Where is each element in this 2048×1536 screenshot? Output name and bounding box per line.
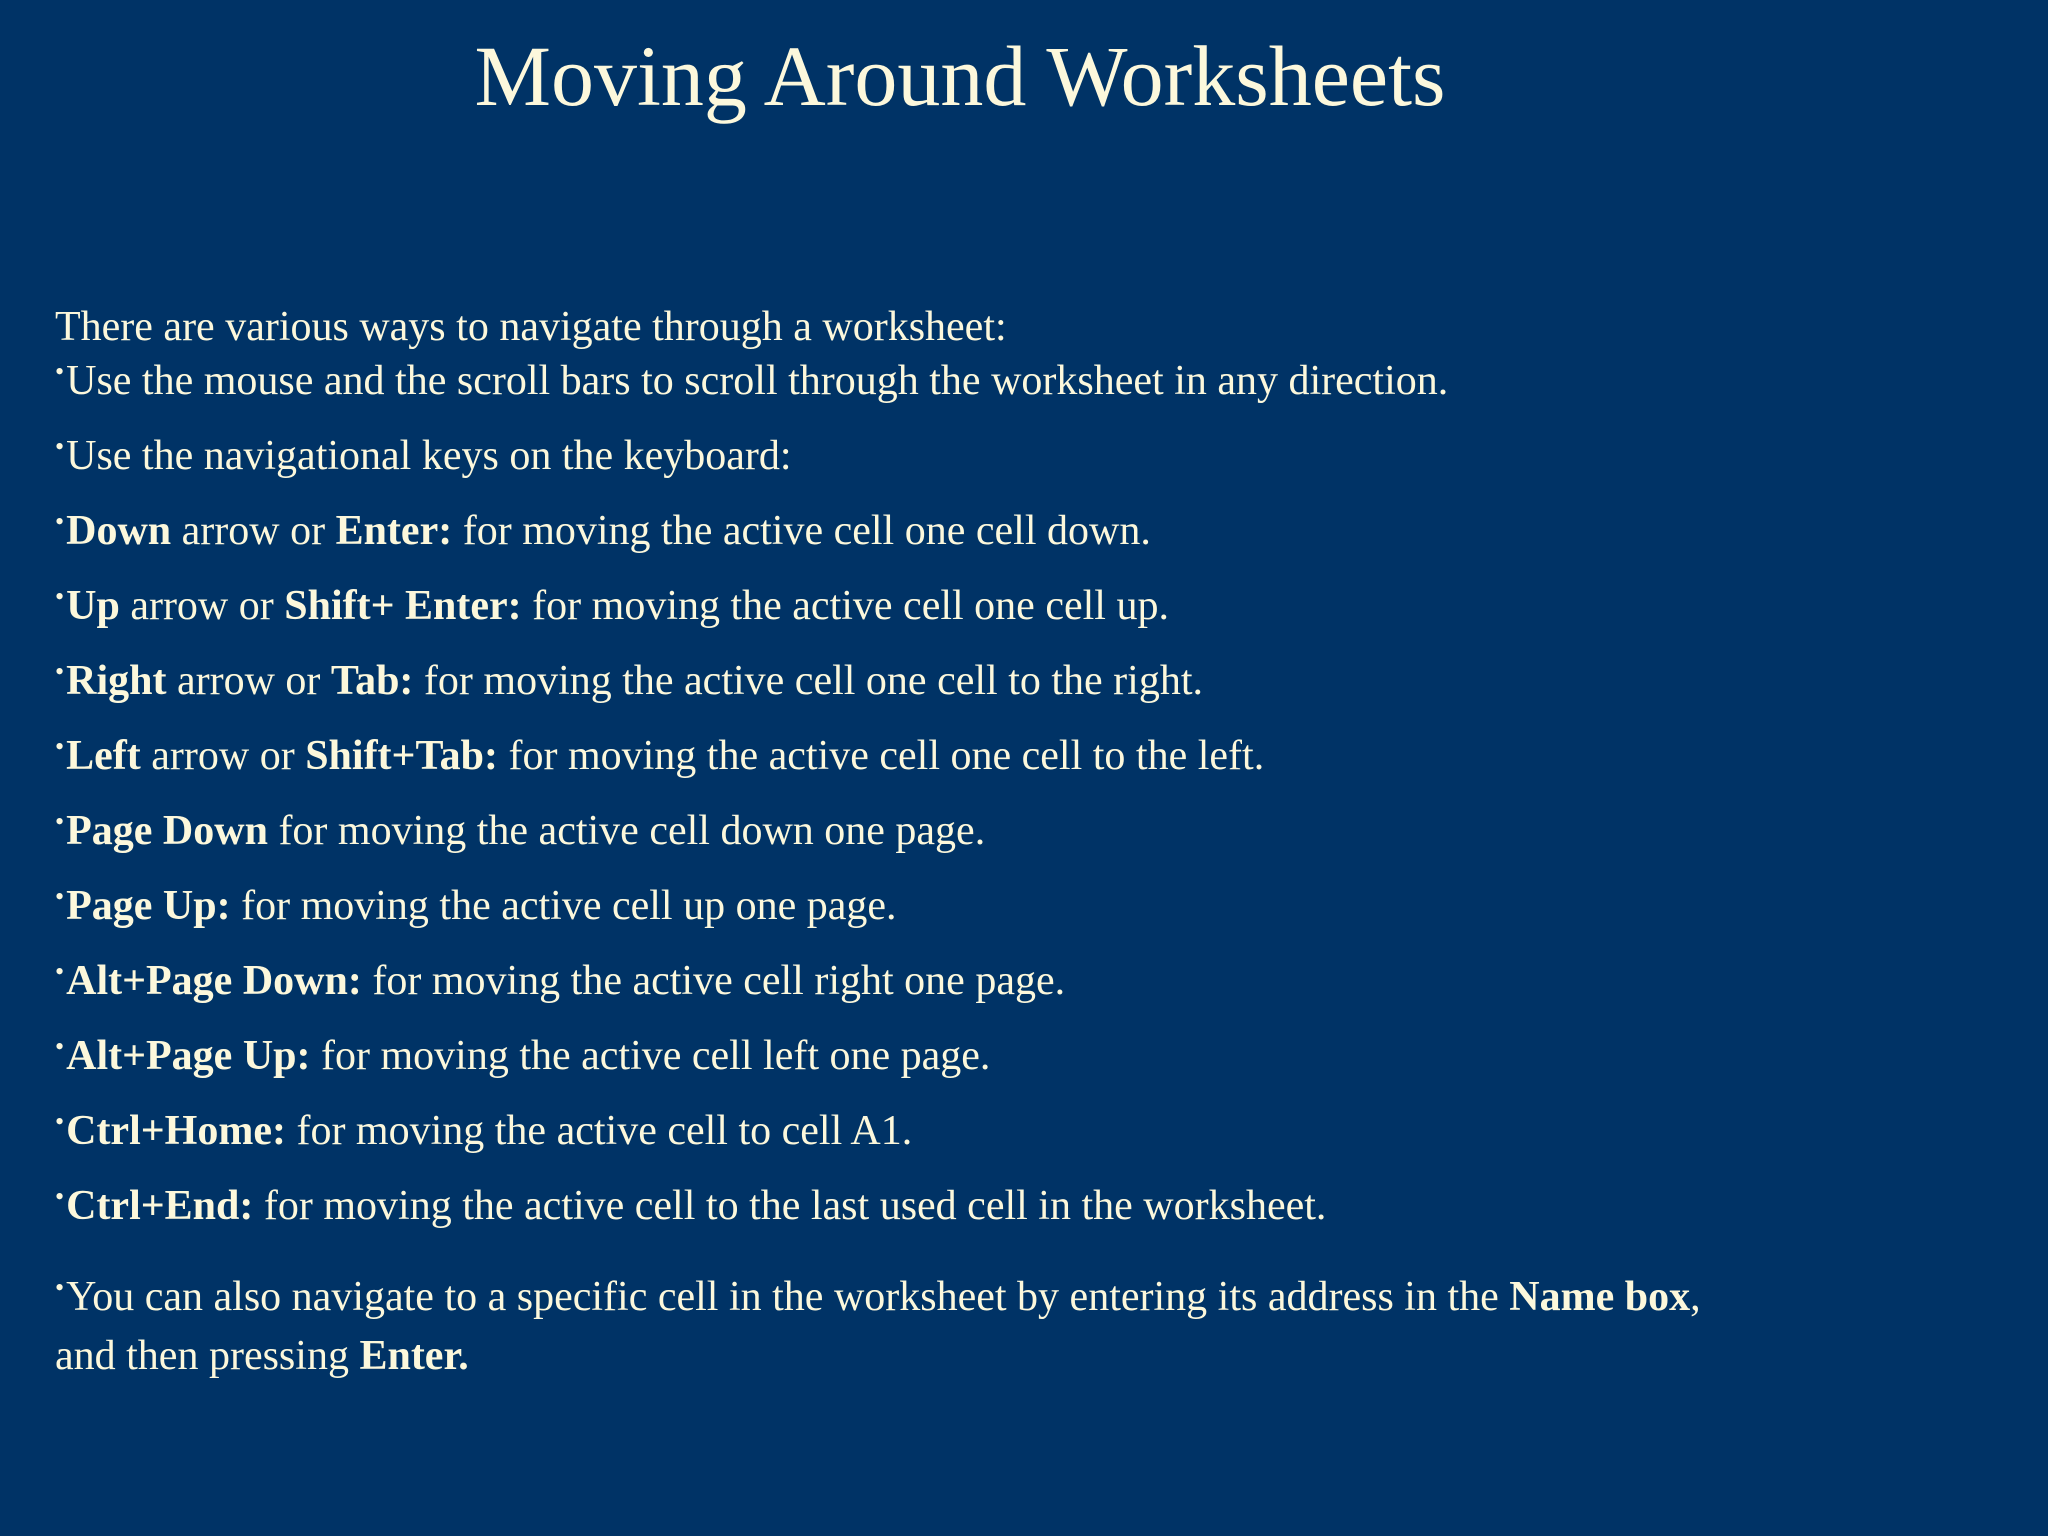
shortcut-key: Page Up: bbox=[66, 883, 231, 929]
bullet-icon: • bbox=[55, 432, 65, 461]
bullet-keys-intro-text: Use the navigational keys on the keyboard: bbox=[66, 433, 792, 479]
bullet-keys-intro bbox=[55, 429, 1995, 488]
shortcut-item bbox=[55, 579, 1995, 638]
shortcut-item bbox=[55, 804, 1995, 863]
shortcut-key-alt: Shift+ Enter: bbox=[284, 583, 522, 629]
bullet-icon: • bbox=[55, 957, 65, 986]
shortcut-desc: for moving the active cell up one page. bbox=[230, 883, 897, 929]
shortcut-connector: arrow or bbox=[119, 583, 285, 629]
shortcut-connector: arrow or bbox=[166, 658, 331, 704]
bullet-mouse bbox=[55, 354, 1995, 413]
shortcut-key: Left bbox=[66, 733, 141, 779]
shortcut-desc: for moving the active cell to the last used cell in the worksheet. bbox=[253, 1183, 1327, 1229]
shortcut-item bbox=[55, 654, 1995, 713]
shortcut-desc: for moving the active cell left one page. bbox=[310, 1033, 991, 1079]
shortcut-desc: for moving the active cell right one page. bbox=[361, 958, 1066, 1004]
namebox-enter: Enter. bbox=[359, 1333, 469, 1379]
shortcut-key: Down bbox=[66, 508, 172, 554]
shortcut-item bbox=[55, 1179, 1995, 1238]
bullet-icon: • bbox=[55, 507, 65, 536]
namebox-comma: , bbox=[1690, 1274, 1701, 1320]
bullet-icon: • bbox=[55, 1273, 65, 1302]
shortcut-key-alt: Shift+Tab: bbox=[305, 733, 498, 779]
shortcut-key: Up bbox=[66, 583, 120, 629]
slide-title: Moving Around Worksheets bbox=[474, 28, 1446, 124]
shortcut-key-alt: Tab: bbox=[330, 658, 414, 704]
shortcut-key: Ctrl+Home: bbox=[66, 1108, 286, 1154]
shortcut-connector: arrow or bbox=[171, 508, 336, 554]
shortcut-desc: for moving the active cell one cell to the right. bbox=[413, 658, 1203, 704]
bullet-icon: • bbox=[55, 357, 65, 386]
shortcut-desc: for moving the active cell one cell to the left. bbox=[497, 733, 1265, 779]
shortcut-key: Right bbox=[66, 658, 167, 704]
namebox-text-cont: and then pressing bbox=[55, 1333, 360, 1379]
namebox-term: Name box bbox=[1509, 1274, 1691, 1320]
bullet-namebox bbox=[55, 1270, 1995, 1383]
shortcut-item bbox=[55, 504, 1995, 563]
shortcut-desc: for moving the active cell down one page. bbox=[267, 808, 986, 854]
shortcut-item bbox=[55, 1104, 1995, 1163]
bullet-icon: • bbox=[55, 1182, 65, 1211]
shortcut-item bbox=[55, 879, 1995, 938]
shortcut-key: Alt+Page Down: bbox=[66, 958, 362, 1004]
bullet-icon: • bbox=[55, 582, 65, 611]
bullet-icon: • bbox=[55, 807, 65, 836]
shortcut-connector: arrow or bbox=[140, 733, 306, 779]
bullet-icon: • bbox=[55, 732, 65, 761]
shortcut-desc: for moving the active cell one cell down. bbox=[452, 508, 1151, 554]
shortcut-item bbox=[55, 1029, 1995, 1088]
shortcut-key: Ctrl+End: bbox=[66, 1183, 254, 1229]
bullet-icon: • bbox=[55, 1107, 65, 1136]
shortcut-desc: for moving the active cell to cell A1. bbox=[285, 1108, 913, 1154]
intro-text: There are various ways to navigate through a worksheet: bbox=[55, 304, 1007, 350]
bullet-icon: • bbox=[55, 657, 65, 686]
shortcut-key-alt: Enter: bbox=[335, 508, 453, 554]
shortcut-desc: for moving the active cell one cell up. bbox=[521, 583, 1169, 629]
bullet-mouse-text: Use the mouse and the scroll bars to scroll through the worksheet in any direction. bbox=[66, 358, 1449, 404]
shortcut-item bbox=[55, 954, 1995, 1013]
slide-body bbox=[55, 300, 1995, 1383]
shortcut-item bbox=[55, 729, 1995, 788]
namebox-text: You can also navigate to a specific cell in the worksheet by entering its address in the bbox=[66, 1274, 1510, 1320]
shortcut-key: Alt+Page Up: bbox=[66, 1033, 311, 1079]
shortcut-key: Page Down bbox=[66, 808, 268, 854]
bullet-icon: • bbox=[55, 1032, 65, 1061]
bullet-icon: • bbox=[55, 882, 65, 911]
